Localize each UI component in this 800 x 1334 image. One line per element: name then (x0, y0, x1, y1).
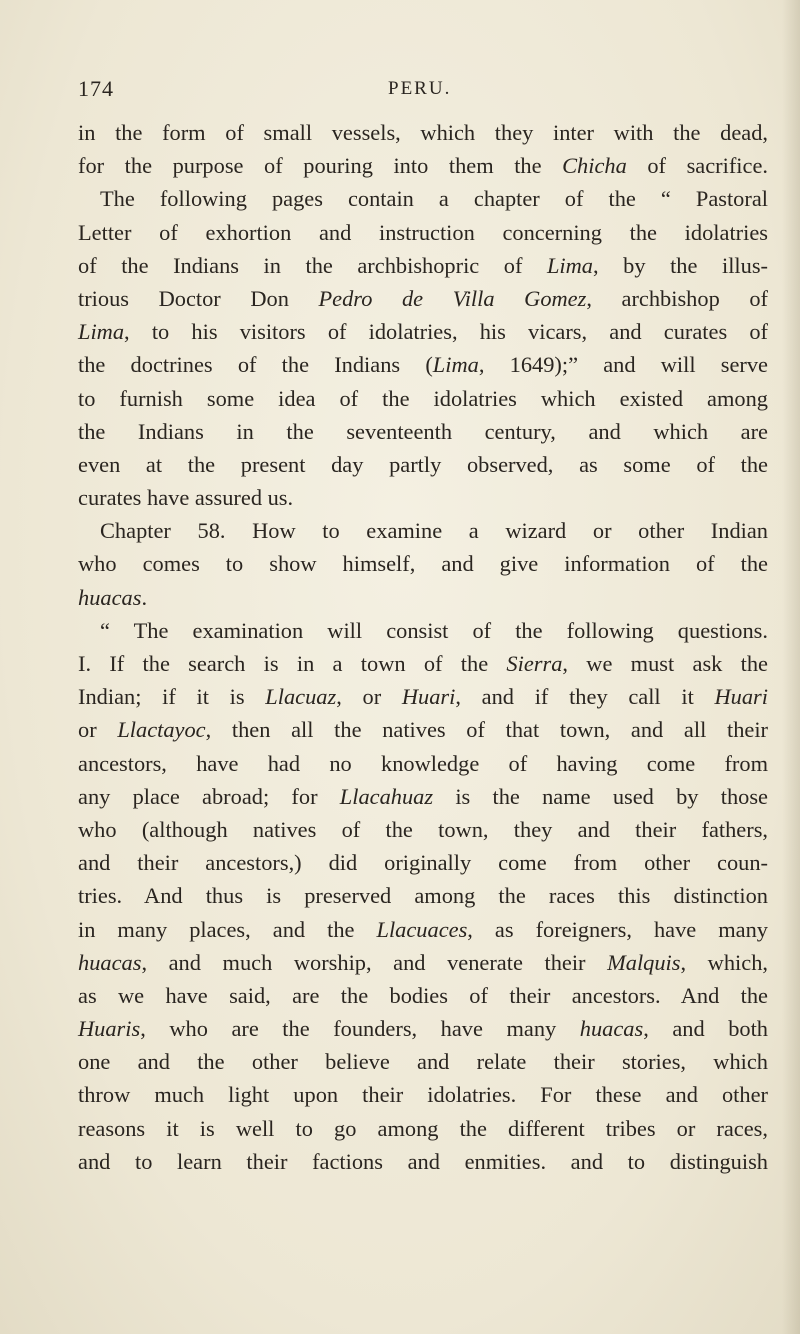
text-line (78, 813, 768, 846)
text-line (78, 216, 768, 249)
text-segment: , by the illus- (593, 252, 768, 278)
text-segment: throw much light upon their idolatries. For these and other (78, 1082, 768, 1108)
running-head: PERU. (388, 78, 452, 99)
text-segment: in many places, and the (78, 916, 377, 942)
text-segment: the Indians in the seventeenth century, and which are (78, 418, 768, 444)
text-segment: , to his visitors of idolatries, his vicars, and curates of (124, 319, 768, 345)
text-segment: Letter of exhortion and instruction concerning the idolatries (78, 219, 768, 245)
text-line (78, 780, 768, 813)
text-segment: as we have said, are the bodies of their ancestors. And the (78, 982, 768, 1008)
text-line (78, 249, 768, 282)
text-line (78, 116, 768, 149)
text-segment: and their ancestors,) did originally come from other coun- (78, 850, 768, 876)
page-number: 174 (78, 76, 114, 101)
text-segment: of the Indians in the archbishopric of (78, 252, 547, 278)
text-line (78, 1145, 768, 1178)
italic-text: Sierra (506, 651, 563, 676)
text-segment: one and the other believe and relate their stories, which (78, 1049, 768, 1075)
italic-text: Lima (546, 252, 594, 278)
text-segment: of sacrifice. (626, 153, 768, 179)
text-line (78, 979, 768, 1012)
text-segment: even at the present day partly observed, as some of the (78, 451, 768, 477)
text-line (78, 382, 768, 415)
text-line (78, 1112, 768, 1145)
italic-text: Huaris (78, 1016, 141, 1042)
text-segment: who comes to show himself, and give information of the (78, 551, 768, 577)
text-line (78, 680, 768, 713)
text-segment: curates have assured us. (78, 485, 294, 511)
text-segment: “ The examination will consist of the following questions. (100, 617, 768, 643)
text-segment: who (although natives of the town, they and their fathers, (78, 816, 768, 842)
italic-text: huacas (78, 949, 142, 975)
text-segment: . (141, 584, 148, 610)
italic-text: Lima (78, 319, 125, 345)
text-segment: for the purpose of pouring into them the (78, 153, 563, 179)
text-segment: tries. And thus is preserved among the races this distinction (78, 883, 768, 909)
text-segment: , archbishop of (586, 285, 769, 311)
text-line (78, 946, 768, 979)
text-segment: reasons it is well to go among the different tribes or races, (78, 1115, 768, 1141)
text-line (78, 282, 768, 315)
text-segment: , we must ask the (562, 651, 768, 676)
text-segment: , which, (680, 949, 768, 975)
italic-text: Lima (432, 352, 479, 378)
text-line (78, 879, 768, 912)
text-line (78, 1078, 768, 1111)
italic-text: huacas (78, 584, 142, 610)
text-segment: , and both (643, 1016, 769, 1042)
italic-text: Malquis (607, 949, 681, 975)
text-line (78, 1045, 768, 1078)
italic-text: Huari (714, 684, 768, 710)
text-segment: , and if they call it (455, 684, 715, 710)
text-segment: , as foreigners, have many (467, 916, 769, 942)
text-segment: I. If the search is in a town of the (78, 651, 507, 676)
italic-text: Llactayoc (117, 717, 206, 743)
text-segment: is the name used by those (433, 783, 768, 809)
italic-text: Llacahuaz (339, 783, 434, 809)
text-segment: ancestors, have had no knowledge of having come from (78, 750, 768, 776)
text-segment: The following pages contain a chapter of the “ Pastoral (100, 186, 768, 212)
text-line (78, 315, 768, 348)
text-segment: , or (336, 684, 402, 710)
text-segment: Indian; if it is (78, 684, 266, 710)
text-segment: Chapter 58. How to examine a wizard or other Indian (100, 518, 768, 544)
text-segment: , 1649);” and will serve (478, 352, 768, 378)
text-line (78, 348, 768, 381)
text-segment: , then all the natives of that town, and all their (205, 717, 769, 743)
italic-text: Llacuaz (265, 684, 337, 710)
text-segment: and to learn their factions and enmities. and to distinguish (78, 1148, 768, 1174)
text-line (78, 448, 768, 481)
text-segment: , who are the founders, have many (140, 1016, 580, 1042)
italic-text: Pedro de Villa Gomez (318, 285, 587, 311)
italic-text: Chicha (562, 153, 627, 179)
italic-text: Huari (401, 684, 456, 710)
text-line (78, 581, 768, 614)
text-line (78, 547, 768, 580)
text-line (78, 614, 768, 647)
text-segment: in the form of small vessels, which they inter with the dead, (78, 120, 768, 145)
text-segment: trious Doctor Don (78, 285, 319, 311)
text-line (78, 913, 768, 946)
italic-text: Llacuaces (376, 916, 468, 942)
text-line (78, 481, 768, 514)
text-segment: , and much worship, and venerate their (141, 949, 608, 975)
text-line (78, 182, 768, 215)
text-line (78, 514, 768, 547)
page-header (78, 76, 768, 106)
text-line (78, 1012, 768, 1045)
page-edge-shadow (782, 0, 800, 1334)
text-segment: any place abroad; for (78, 783, 340, 809)
text-segment: or (78, 717, 118, 743)
italic-text: huacas (579, 1016, 644, 1042)
text-line (78, 747, 768, 780)
text-segment: to furnish some idea of the idolatries which existed among (78, 385, 768, 411)
text-line (78, 149, 768, 182)
body-text (78, 116, 768, 1178)
text-line (78, 415, 768, 448)
text-line (78, 846, 768, 879)
text-line (78, 713, 768, 746)
text-segment: the doctrines of the Indians ( (78, 352, 433, 378)
text-line (78, 647, 768, 680)
